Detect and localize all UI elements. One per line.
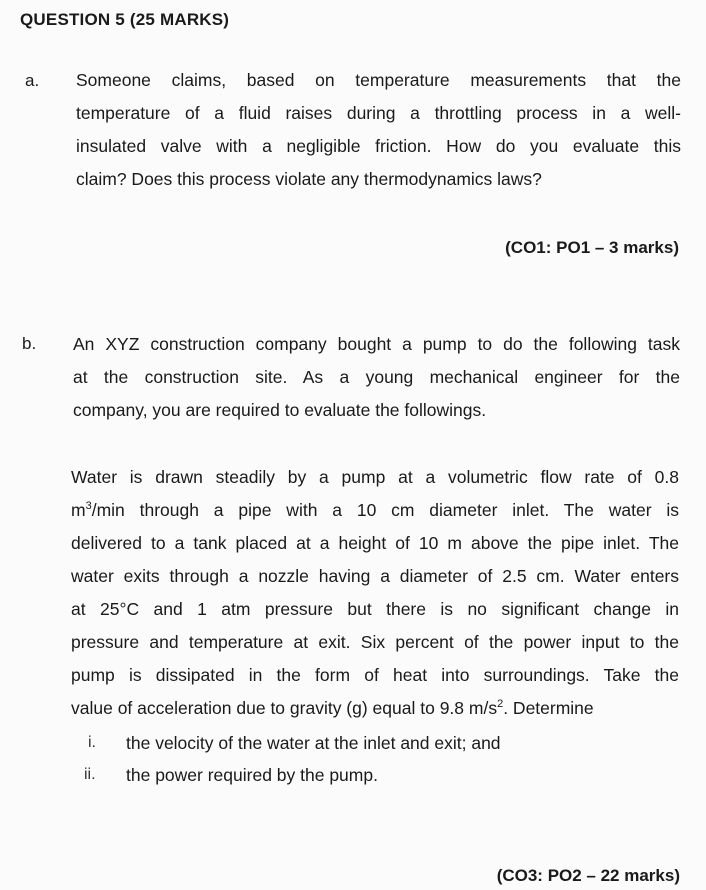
part-a-line: temperature of a fluid raises during a throttling process in a well- (76, 103, 681, 123)
body-line-rest: /min through a pipe with a 10 cm diameter inlet. The water is (91, 500, 679, 520)
unit-m: m (71, 500, 86, 520)
part-b-intro (73, 328, 680, 427)
part-a-label: a. (25, 71, 40, 90)
part-a-text (76, 64, 681, 196)
body-line: at 25°C and 1 atm pressure but there is no significant change in (71, 599, 679, 619)
body-line-units (71, 494, 679, 527)
body-line: pressure and temperature at exit. Six percent of the power input to the (71, 632, 679, 652)
item-i-numeral: i. (88, 734, 96, 751)
body-line: pump is dissipated in the form of heat into surroundings. Take the (71, 665, 679, 685)
part-b-intro-line: An XYZ construction company bought a pump to do the following task (73, 334, 680, 354)
item-i-text: the velocity of the water at the inlet and exit; and (126, 733, 501, 753)
body-line: Water is drawn steadily by a pump at a volumetric flow rate of 0.8 (71, 467, 679, 487)
superscript-2: 2 (497, 698, 504, 711)
item-ii-numeral: ii. (84, 766, 96, 783)
body-line: water exits through a nozzle having a diameter of 2.5 cm. Water enters (71, 566, 679, 586)
part-b-intro-line: company, you are required to evaluate the followings. (73, 400, 487, 420)
part-b-marks: (CO3: PO2 – 22 marks) (496, 866, 680, 885)
part-b-body (71, 461, 679, 725)
part-a-line: insulated valve with a negligible friction. How do you evaluate this (76, 136, 681, 156)
item-ii-text: the power required by the pump. (126, 765, 378, 785)
question-heading: QUESTION 5 (25 MARKS) (20, 10, 230, 29)
part-a-line: claim? Does this process violate any thermodynamics laws? (76, 169, 542, 189)
gravity-text-end: . Determine (503, 698, 594, 718)
superscript-3: 3 (85, 500, 92, 513)
part-a-line: Someone claims, based on temperature measurements that the (76, 70, 681, 90)
part-b-label: b. (22, 334, 37, 353)
part-b-intro-line: at the construction site. As a young mechanical engineer for the (73, 367, 680, 387)
part-a-marks: (CO1: PO1 – 3 marks) (505, 238, 679, 257)
body-line: delivered to a tank placed at a height of 10 m above the pipe inlet. The (71, 533, 679, 553)
gravity-text: value of acceleration due to gravity (g) equal to 9.8 m/s (71, 698, 498, 718)
body-line-gravity (71, 692, 679, 725)
